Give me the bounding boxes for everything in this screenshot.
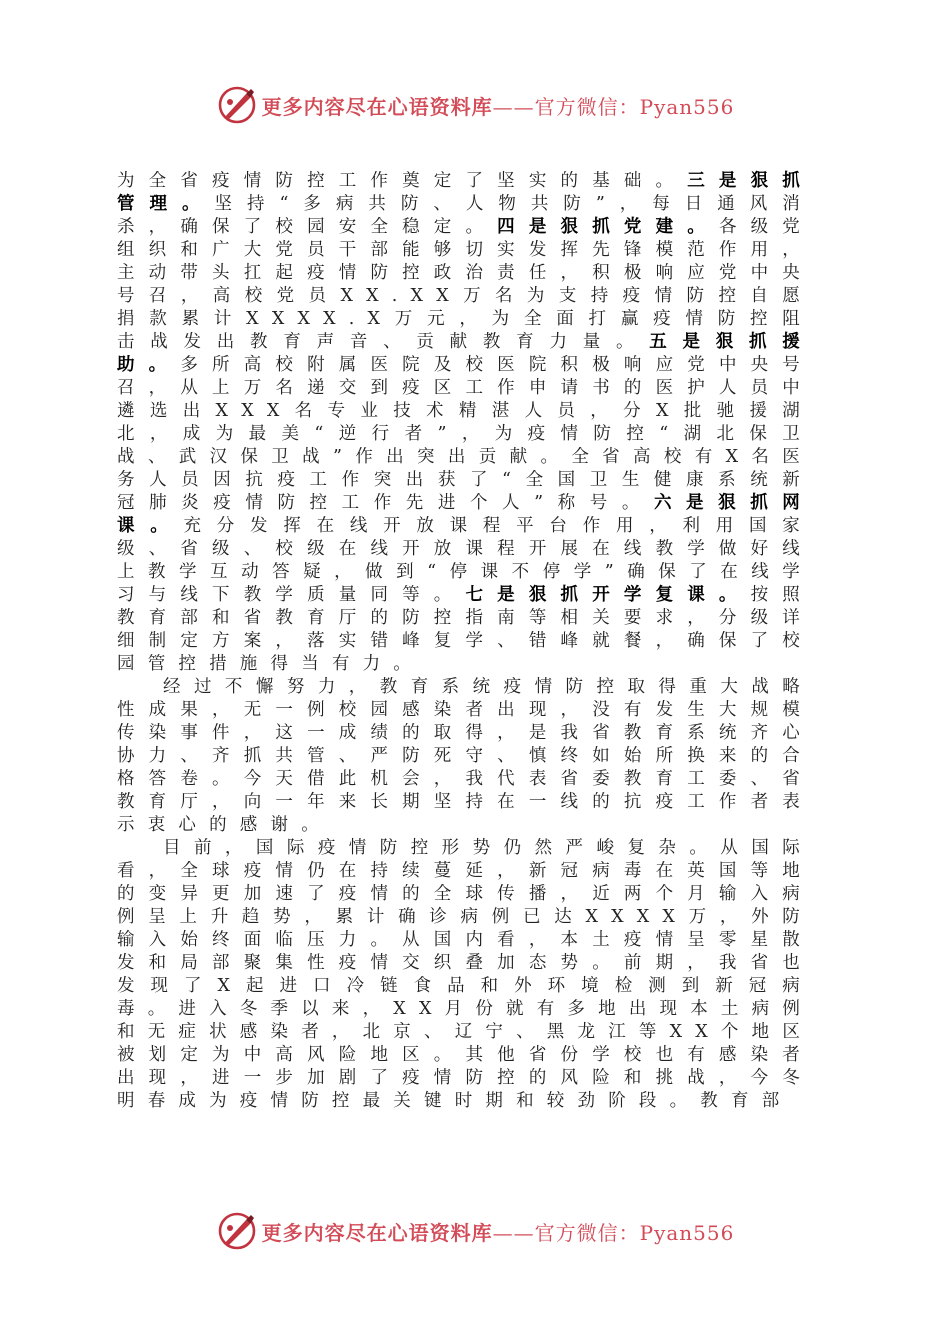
banner-wechat-id: Pyan556 [639,94,735,119]
text-run: 按照教育部和省教育厅的防控指南等相关要求，分级详细制定方案，落实错峰复学、错峰就餐，确保了校园管控措施得当有力。 [117,585,813,674]
text-run: 坚持“多病共防、人物共防”，每日通风消杀，确保了校园安全稳定。 [117,194,813,237]
document-body [117,170,813,1113]
banner-dash: —— [492,94,535,119]
text-run: 多所高校附属医院及校医院积极响应党中央号召，从上万名递交到疫区工作申请书的医护人员中遴选出XXX名专业技术精湛人员，分X批驰援湖北，成为最美“逆行者”，为疫情防控“湖北保卫战、武汉保卫战”作出突出贡献。全省高校有X名医务人员因抗疫工作突出获了“全国卫生健康系统新冠肺炎疫情防控工作先进个人”称号。 [117,355,814,513]
pen-seal-icon [216,84,258,126]
paragraph-3: 目前，国际疫情防控形势仍然严峻复杂。从国际看，全球疫情仍在持续蔓延，新冠病毒在英国等地的变异更加速了疫情的全球传播，近两个月输入病例呈上升趋势，累计确诊病例已达XXXX万，外防输入始终面临压力。从国内看，本土疫情呈零星散发和局部聚集性疫情交织叠加态势。前期，我省也发现了X起进口冷链食品和外环境检测到新冠病毒。进入冬季以来，XX月份就有多地出现本土病例和无症状感染者，北京、辽宁、黑龙江等XX个地区被划定为中高风险地区。其他省份学校也有感染者出现，进一步加剧了疫情防控的风险和挑战，今冬明春成为疫情防控最关键时期和较劲阶段。教育部 [117,838,814,1111]
text-run: 为全省疫情防控工作奠定了坚实的基础。 [117,171,688,191]
text-run: 充分发挥在线开放课程平台作用，利用国家级、省级、校级在线开放课程开展在线教学做好线上教学互动答疑，做到“停课不停学”确保了在线学习与线下教学质量同等。 [117,516,813,605]
pen-seal-icon [216,1210,258,1252]
banner-wechat-label: 官方微信： [534,1220,640,1245]
banner-dash: —— [492,1220,535,1245]
bold-heading-run: 五是狠抓援助。 [117,332,814,375]
bold-heading-run: 七是狠抓开学复课。 [465,585,751,605]
banner-text [262,1217,735,1246]
text-run: 各级党组织和广大党员干部能够切实发挥先锋模范作用，主动带头扛起疫情防控政治责任，积极响应党中央号召，高校党员XX.XX万名为支持疫情防控自愿捐款累计XXXX.X万元，为全面打赢疫情防控阻击战发出教育声音、贡献教育力量。 [117,217,813,352]
banner-site-name: 更多内容尽在心语资料库 [261,94,493,119]
paragraph-1 [117,170,813,676]
footer-banner [0,1208,950,1254]
bold-heading-run: 三是狠抓管理。 [117,171,813,214]
paragraph-2: 经过不懈努力，教育系统疫情防控取得重大战略性成果，无一例校园感染者出现，没有发生大规模传染事件，这一成绩的取得，是我省教育系统齐心协力、齐抓共管、严防死守、慎终如始所换来的合格答卷。今天借此机会，我代表省委教育工委、省教育厅，向一年来长期坚持在一线的抗疫工作者表示衷心的感谢。 [117,677,813,835]
bold-heading-run: 六是狠抓网课。 [117,493,813,536]
bold-heading-run: 四是狠抓党建。 [497,217,719,237]
banner-wechat-label: 官方微信： [534,94,640,119]
banner-text [262,91,735,120]
banner-wechat-id: Pyan556 [639,1220,735,1245]
banner-site-name: 更多内容尽在心语资料库 [261,1220,493,1245]
header-banner [0,82,950,128]
